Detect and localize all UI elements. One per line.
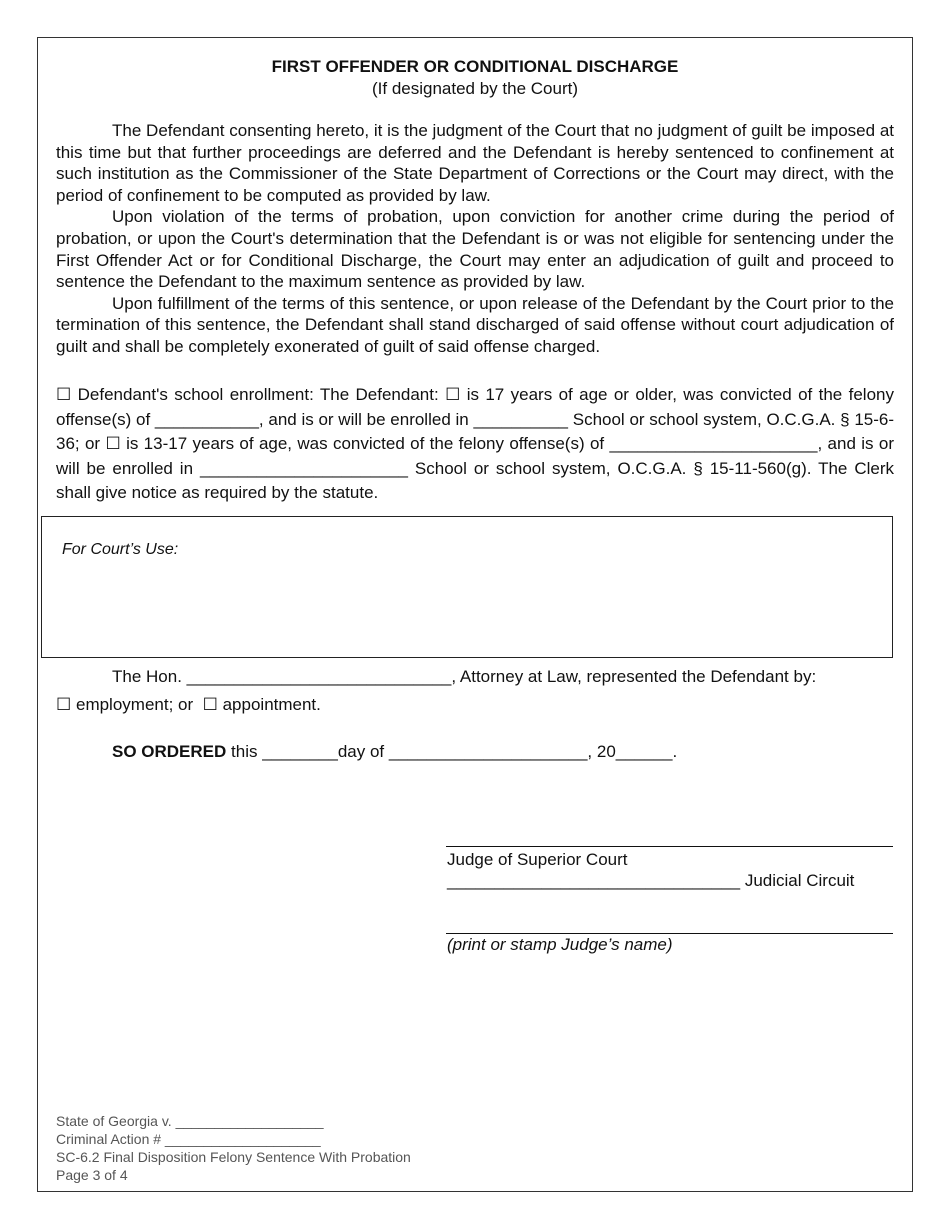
appointment-label: appointment. [222, 695, 321, 714]
school-enrollment-label: Defendant's school enrollment: The Defendant: [77, 385, 439, 404]
paragraph-violation: Upon violation of the terms of probation, upon conviction for another crime during the period of probation, or upon the Court's determination that the Defendant is or was not eligible for sentencing under the First Offender Act or for Conditional Discharge, the Court may enter an adjudication of guilt and proceed to sentence the Defendant to the maximum sentence as provided by law. [56, 207, 894, 292]
employment-label: employment; or [75, 695, 194, 714]
judicial-circuit-line: _______________________________ Judicial Circuit [447, 871, 855, 890]
appointment-checkbox[interactable]: ☐ [202, 695, 218, 714]
judge-name-line [446, 933, 893, 934]
footer-form-id: SC-6.2 Final Disposition Felony Sentence With Probation [56, 1149, 411, 1165]
age-13-17-checkbox[interactable]: ☐ [105, 434, 121, 453]
paragraph-judgment: The Defendant consenting hereto, it is the judgment of the Court that no judgment of guilt be imposed at this time but that further proceedings are deferred and the Defendant is hereby sentenced to confinement at such institution as the Commissioner of the State Department of Corrections or the Court may direct, with the period of confinement to be computed as provided by law. [56, 121, 894, 205]
attorney-line: The Hon. ____________________________, Attorney at Law, represented the Defendant by: [112, 667, 817, 686]
document-subtitle: (If designated by the Court) [371, 79, 578, 98]
so-ordered-line [112, 742, 677, 762]
court-use-box [41, 516, 893, 658]
judge-signature-line [446, 846, 893, 847]
footer-criminal-action: Criminal Action # ____________________ [56, 1131, 321, 1147]
so-ordered-date: this ________day of _____________________, 20______. [226, 742, 678, 761]
page-footer [56, 1112, 411, 1184]
footer-state-line: State of Georgia v. ___________________ [56, 1113, 324, 1129]
school-enrollment-section [56, 383, 894, 506]
so-ordered-label: SO ORDERED [112, 742, 227, 761]
employment-checkbox[interactable]: ☐ [56, 695, 72, 714]
representation-options [56, 695, 321, 715]
age-13-17-option-text: is 13-17 years of age, was convicted of the felony offense(s) of ______________________, and is or will be enrolled in ______________________ School or school system, O.C.G.A. § 15-11-560(g). The Clerk shall give notice as required by the statute. [56, 434, 894, 502]
judge-label: Judge of Superior Court [447, 850, 628, 869]
sentence-body [56, 120, 894, 358]
court-use-label: For Court’s Use: [62, 541, 179, 558]
print-judge-name-label: (print or stamp Judge’s name) [447, 935, 673, 954]
age-17-checkbox[interactable]: ☐ [445, 385, 461, 404]
footer-page-number: Page 3 of 4 [56, 1167, 128, 1183]
document-title: FIRST OFFENDER OR CONDITIONAL DISCHARGE [271, 57, 679, 76]
age-17-option-text: is 17 years of age or older, was convicted of the felony offense(s) of ___________, and is or will be enrolled in __________ School or school system, O.C.G.A. § 15-6-36; or [56, 385, 894, 453]
school-enrollment-checkbox[interactable]: ☐ [56, 385, 72, 404]
paragraph-fulfillment: Upon fulfillment of the terms of this sentence, or upon release of the Defendant by the Court prior to the termination of this sentence, the Defendant shall stand discharged of said offense without court adjudication of guilt and shall be completely exonerated of guilt of said offense charged. [56, 293, 894, 356]
